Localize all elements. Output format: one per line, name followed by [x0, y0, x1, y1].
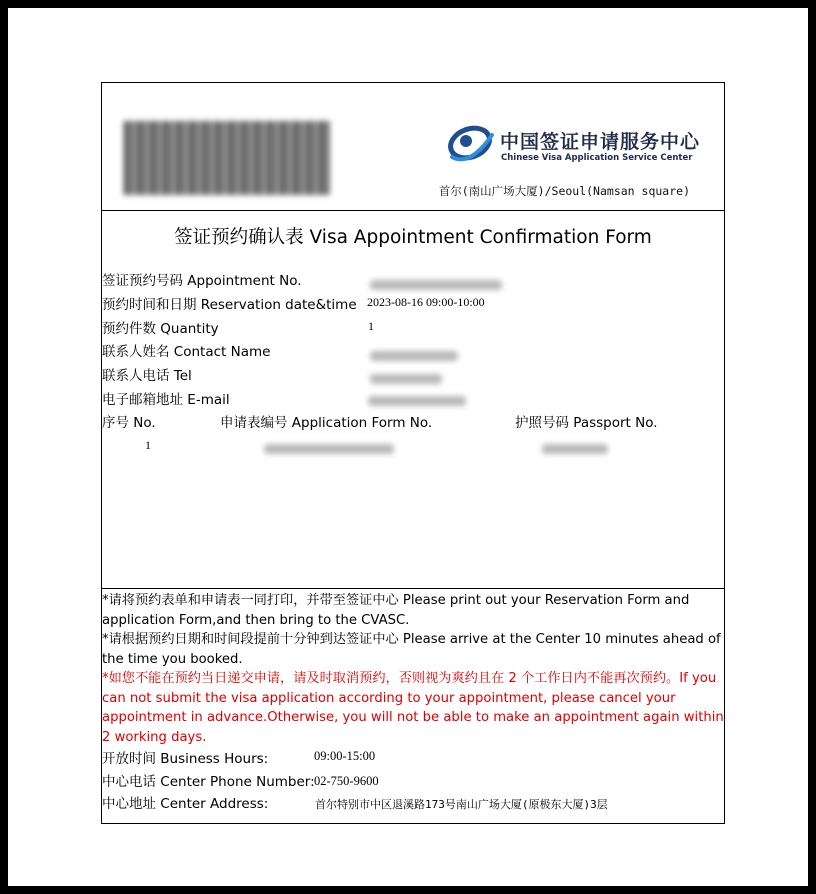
- location-text: 首尔(南山广场大厦)/Seoul(Namsan square): [438, 184, 690, 198]
- contact-name-label: 联系人姓名 Contact Name: [102, 344, 271, 360]
- note-cancel-warning: *如您不能在预约当日递交申请，请及时取消预约，否则视为爽约且在 2 个工作日内不能再次预约。If you can not submit the visa application according to your appointment, please cancel your appointment in advance.Otherwise, you will not be able to make an appointment again within 2 working days.: [102, 671, 724, 745]
- divider: [102, 210, 724, 211]
- email-label: 电子邮箱地址 E-mail: [102, 392, 230, 408]
- application-form-no-redacted: [264, 444, 394, 454]
- table-row-no: 1: [145, 438, 151, 452]
- table-header-application-form: 申请表编号 Application Form No.: [220, 415, 433, 431]
- logo-english-text: Chinese Visa Application Service Center: [501, 153, 693, 163]
- email-redacted: [368, 396, 466, 406]
- reservation-value: 2023-08-16 09:00-10:00: [367, 295, 485, 309]
- tel-label: 联系人电话 Tel: [102, 368, 192, 384]
- logo-chinese-text: 中国签证申请服务中心: [500, 131, 701, 153]
- business-hours-label: 开放时间 Business Hours:: [102, 751, 269, 767]
- appointment-no-label: 签证预约号码 Appointment No.: [102, 273, 302, 289]
- center-phone-value: 02-750-9600: [314, 774, 379, 788]
- table-header-passport: 护照号码 Passport No.: [515, 415, 658, 431]
- cvasc-swoosh-icon: [446, 123, 496, 169]
- quantity-value: 1: [368, 319, 374, 333]
- document-page: [8, 8, 808, 886]
- form-title: 签证预约确认表 Visa Appointment Confirmation Form: [174, 227, 652, 248]
- appointment-form: [101, 82, 725, 824]
- tel-redacted: [370, 374, 442, 384]
- quantity-label: 预约件数 Quantity: [102, 321, 219, 337]
- table-header-no: 序号 No.: [102, 415, 156, 431]
- passport-no-redacted: [542, 444, 608, 454]
- note-print-forms: *请将预约表单和申请表一同打印，并带至签证中心 Please print out your Reservation Form and application Form,and then bring to the CVASC.: [102, 593, 690, 628]
- center-phone-label: 中心电话 Center Phone Number:: [102, 774, 315, 790]
- center-address-value: 首尔特别市中区退溪路173号南山广场大厦(原极东大厦)3层: [315, 798, 608, 811]
- note-arrive-early: *请根据预约日期和时间段提前十分钟到达签证中心 Please arrive at the Center 10 minutes ahead of the time you booked.: [102, 632, 721, 667]
- appointment-no-redacted: [370, 280, 502, 290]
- barcode-blurred: [124, 121, 330, 195]
- reservation-label: 预约时间和日期 Reservation date&time: [102, 297, 357, 313]
- divider: [102, 588, 724, 589]
- center-address-label: 中心地址 Center Address:: [102, 796, 269, 812]
- business-hours-value: 09:00-15:00: [314, 749, 376, 763]
- contact-name-redacted: [370, 351, 458, 361]
- cvasc-logo: [446, 123, 701, 173]
